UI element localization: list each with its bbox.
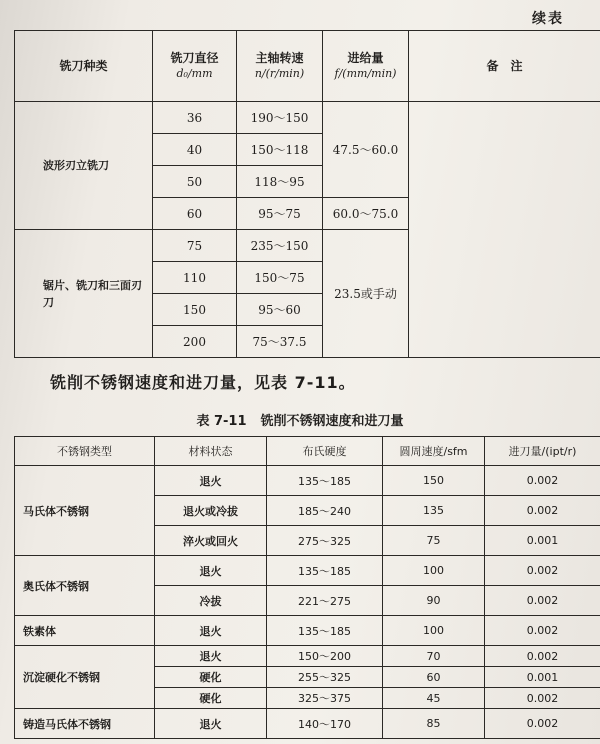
feed-cell: 0.002 <box>485 466 600 496</box>
feed-cell: 47.5～60.0 <box>323 102 409 198</box>
speed-cell: 190～150 <box>237 102 323 134</box>
table-row <box>15 616 600 646</box>
speed-cell: 45 <box>383 688 485 709</box>
speed-cell: 118～95 <box>237 166 323 198</box>
feed-cell: 60.0～75.0 <box>323 198 409 230</box>
state-cell: 退火 <box>155 556 267 586</box>
diameter-cell: 110 <box>153 262 237 294</box>
feed-cell: 0.002 <box>485 688 600 709</box>
feed-cell: 0.002 <box>485 556 600 586</box>
speed-cell: 95～60 <box>237 294 323 326</box>
header-feed-per-tooth: 进刀量/(ipt/r) <box>485 437 600 466</box>
hardness-cell: 325～375 <box>267 688 383 709</box>
hardness-cell: 135～185 <box>267 466 383 496</box>
milling-cutter-table <box>14 30 600 358</box>
hardness-cell: 275～325 <box>267 526 383 556</box>
header-surface-speed: 圆周速度/sfm <box>383 437 485 466</box>
speed-cell: 75 <box>383 526 485 556</box>
steel-type-cell: 铸造马氏体不锈钢 <box>15 709 155 739</box>
feed-cell: 0.002 <box>485 586 600 616</box>
speed-cell: 150～118 <box>237 134 323 166</box>
hardness-cell: 221～275 <box>267 586 383 616</box>
hardness-cell: 140～170 <box>267 709 383 739</box>
header-diameter-label: 铣刀直径 <box>170 51 219 65</box>
state-cell: 退火 <box>155 709 267 739</box>
table-caption <box>0 410 600 429</box>
state-cell: 退火 <box>155 646 267 667</box>
table-row <box>15 556 600 586</box>
diameter-cell: 36 <box>153 102 237 134</box>
header-diameter-unit: d₀/mm <box>176 67 213 80</box>
speed-cell: 60 <box>383 667 485 688</box>
hardness-cell: 255～325 <box>267 667 383 688</box>
hardness-cell: 135～185 <box>267 616 383 646</box>
cutter-type-cell: 锯片、铣刀和三面刃刀 <box>15 230 153 358</box>
diameter-cell: 60 <box>153 198 237 230</box>
steel-type-cell: 铁素体 <box>15 616 155 646</box>
feed-cell: 0.001 <box>485 667 600 688</box>
state-cell: 硬化 <box>155 667 267 688</box>
diameter-cell: 75 <box>153 230 237 262</box>
header-material-state: 材料状态 <box>155 437 267 466</box>
speed-cell: 235～150 <box>237 230 323 262</box>
state-cell: 冷拔 <box>155 586 267 616</box>
header-speed-unit: n/(r/min) <box>254 67 305 80</box>
table-row <box>15 466 600 496</box>
speed-cell: 85 <box>383 709 485 739</box>
speed-cell: 100 <box>383 556 485 586</box>
diameter-cell: 50 <box>153 166 237 198</box>
table-row <box>15 646 600 667</box>
table-row <box>15 709 600 739</box>
hardness-cell: 135～185 <box>267 556 383 586</box>
header-cutter-type: 铣刀种类 <box>15 31 153 102</box>
header-cutter-diameter <box>153 31 237 102</box>
header-spindle-speed <box>237 31 323 102</box>
feed-cell: 0.002 <box>485 616 600 646</box>
table-number: 表 7-11 <box>196 414 247 429</box>
feed-cell: 0.002 <box>485 709 600 739</box>
state-cell: 退火 <box>155 616 267 646</box>
feed-cell: 0.002 <box>485 646 600 667</box>
speed-cell: 135 <box>383 496 485 526</box>
speed-cell: 150～75 <box>237 262 323 294</box>
table2-header-row <box>15 437 600 466</box>
feed-cell: 23.5或手动 <box>323 230 409 358</box>
header-brinell-hardness: 布氏硬度 <box>267 437 383 466</box>
diameter-cell: 200 <box>153 326 237 358</box>
speed-cell: 75～37.5 <box>237 326 323 358</box>
body-sentence: 铣削不锈钢速度和进刀量，见表 7-11。 <box>50 373 356 392</box>
diameter-cell: 150 <box>153 294 237 326</box>
table-title: 铣削不锈钢速度和进刀量 <box>260 414 404 429</box>
state-cell: 退火或冷拔 <box>155 496 267 526</box>
state-cell: 淬火或回火 <box>155 526 267 556</box>
speed-cell: 90 <box>383 586 485 616</box>
steel-type-cell: 沉淀硬化不锈钢 <box>15 646 155 709</box>
state-cell: 退火 <box>155 466 267 496</box>
remarks-cell <box>409 102 600 358</box>
continued-label: 续表 <box>532 11 564 27</box>
table1-header-row <box>15 31 600 102</box>
stainless-steel-milling-table <box>14 436 600 739</box>
speed-cell: 70 <box>383 646 485 667</box>
header-feed-label: 进给量 <box>347 51 384 65</box>
speed-cell: 150 <box>383 466 485 496</box>
feed-cell: 0.002 <box>485 496 600 526</box>
cutter-type-cell: 波形刃立铣刀 <box>15 102 153 230</box>
table-row <box>15 102 600 134</box>
speed-cell: 95～75 <box>237 198 323 230</box>
diameter-cell: 40 <box>153 134 237 166</box>
steel-type-cell: 奥氏体不锈钢 <box>15 556 155 616</box>
state-cell: 硬化 <box>155 688 267 709</box>
header-speed-label: 主轴转速 <box>255 51 304 65</box>
header-remarks: 备 注 <box>409 31 600 102</box>
hardness-cell: 150～200 <box>267 646 383 667</box>
feed-cell: 0.001 <box>485 526 600 556</box>
header-steel-type: 不锈钢类型 <box>15 437 155 466</box>
steel-type-cell: 马氏体不锈钢 <box>15 466 155 556</box>
header-feed <box>323 31 409 102</box>
speed-cell: 100 <box>383 616 485 646</box>
hardness-cell: 185～240 <box>267 496 383 526</box>
header-feed-unit: f/(mm/min) <box>334 67 397 80</box>
